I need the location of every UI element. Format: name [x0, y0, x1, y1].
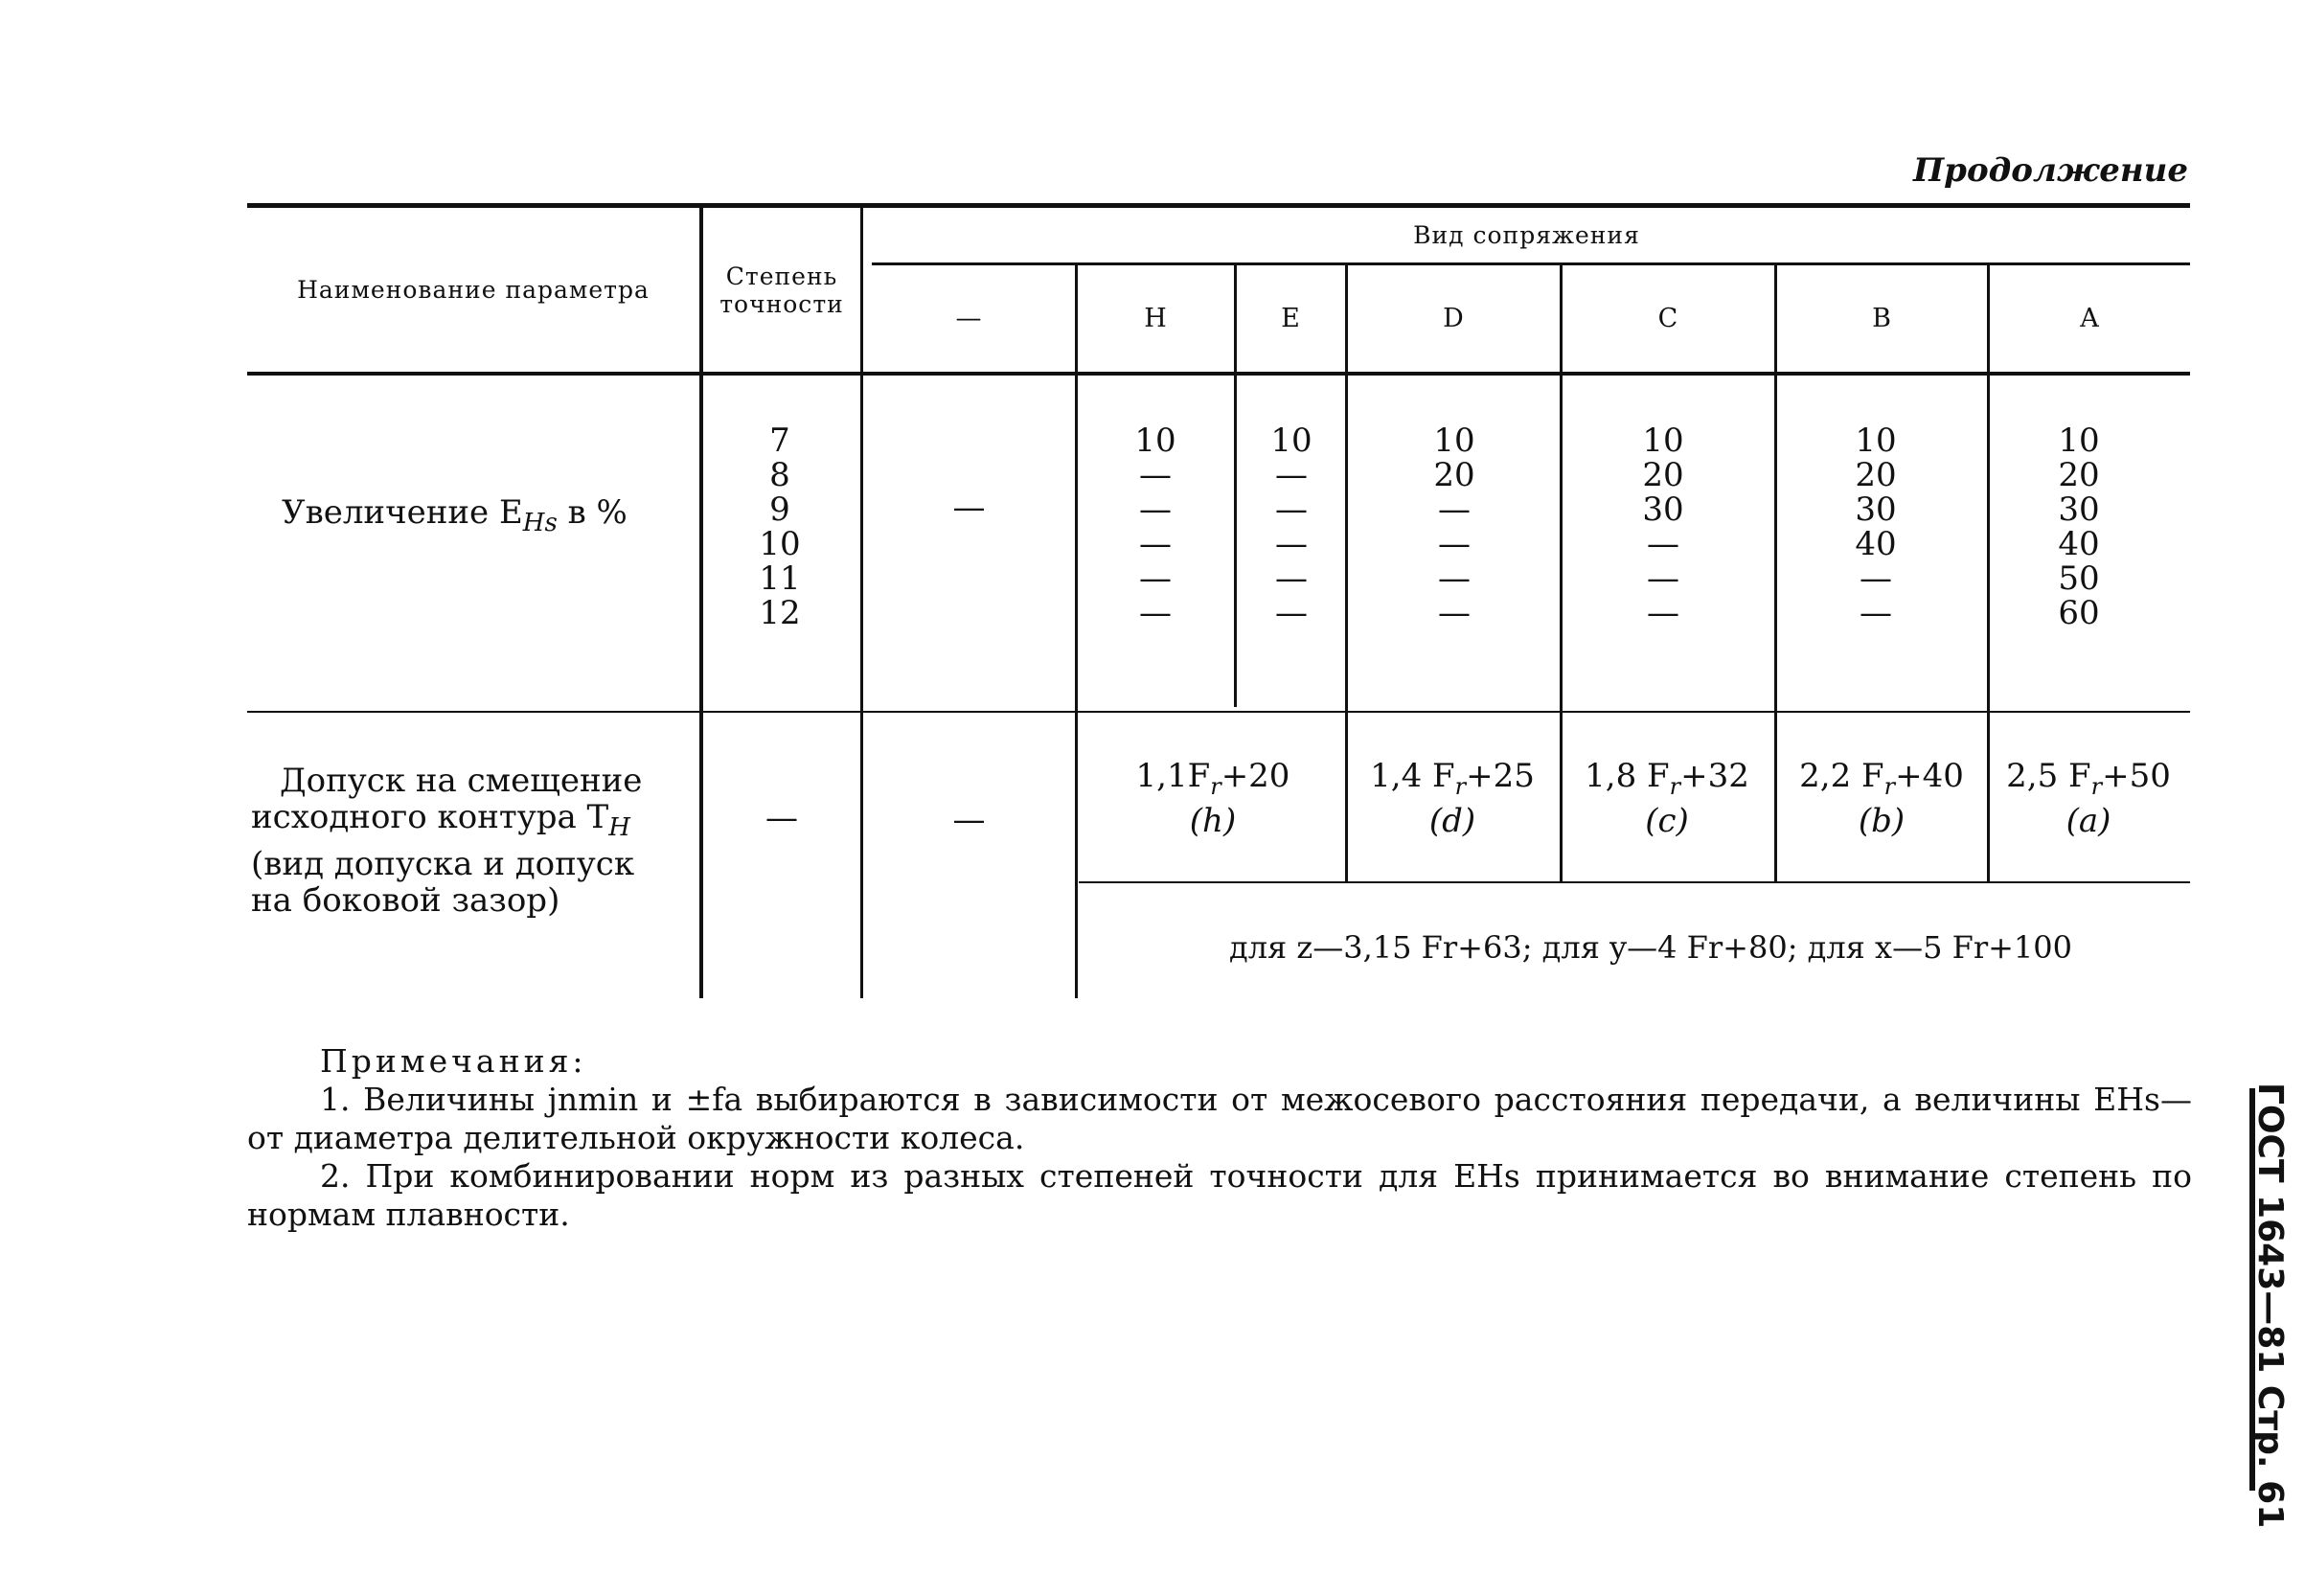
row2-param-name: Допуск на смещение исходного контура $T_H$ (вид допуска и допуск на боковой зазор)	[251, 762, 643, 920]
row1-col-a: 10 20 30 40 50 60	[2058, 422, 2100, 632]
col-divider-h	[1075, 264, 1078, 998]
row2-formula-b: 2,2 $F_r+40$ (b)	[1799, 757, 1964, 840]
row2-formula-d: 1,4 $F_r+25$ (d)	[1370, 757, 1535, 840]
extra-row-divider	[1079, 881, 2190, 883]
row2-degree: —	[765, 799, 798, 837]
row2-formula-c: 1,8 $F_r+32$ (c)	[1585, 757, 1749, 840]
header-param-name: Наименование параметра	[297, 276, 650, 304]
note-1: 1. Величины jnmin и ±fa выбираются в зависимости от межосевого расстояния передачи, а величины EHs— от диаметра делительной окружности колеса.	[247, 1081, 2192, 1156]
note-2: 2. При комбинировании норм из разных степеней точности для EHs принимается во внимание степень по нормам плавности.	[247, 1157, 2192, 1233]
row2-dash-col: —	[952, 801, 986, 839]
notes-title: Примечания:	[320, 1042, 587, 1080]
header-col-d: D	[1443, 304, 1465, 333]
page-side-label: ГОСТ 1643—81 Стр. 61	[2250, 1083, 2290, 1529]
header-mating-type: Вид сопряжения	[1413, 221, 1640, 249]
row-divider	[247, 711, 2190, 713]
continuation-label: Продолжение	[1913, 151, 2188, 190]
header-col-h: H	[1144, 304, 1168, 333]
header-col-a: A	[2080, 304, 2100, 333]
row1-dash-col: —	[952, 489, 986, 527]
header-col-dash: —	[955, 304, 983, 333]
row2-extra-tolerances: для z—3,15 Fr+63; для y—4 Fr+80; для x—5 Fr+100	[1229, 929, 2072, 966]
row1-col-c: 10 20 30 — — —	[1642, 422, 1684, 632]
notes-block	[247, 1042, 2192, 1234]
header-col-e: E	[1281, 304, 1301, 333]
header-col-b: B	[1872, 304, 1892, 333]
row2-formula-he: $1,1F_r+20$ (h)	[1135, 757, 1290, 840]
row1-col-d: 10 20 — — — —	[1433, 422, 1475, 632]
row1-param-name: Увеличение $E_{Hs}$ в %	[282, 493, 628, 537]
row1-col-b: 10 20 30 40 — —	[1855, 422, 1897, 632]
tolerance-table	[247, 203, 2190, 998]
header-bottom-rule	[247, 372, 2190, 376]
row1-col-e: 10 — — — — —	[1270, 422, 1312, 632]
header-col-c: C	[1657, 304, 1679, 333]
header-degree: Степень точности	[719, 262, 844, 318]
row2-formula-a: 2,5 $F_r+50$ (a)	[2006, 757, 2171, 840]
row1-col-h: 10 — — — — —	[1134, 422, 1176, 632]
row1-degrees: 7 8 9 10 11 12	[759, 422, 801, 632]
